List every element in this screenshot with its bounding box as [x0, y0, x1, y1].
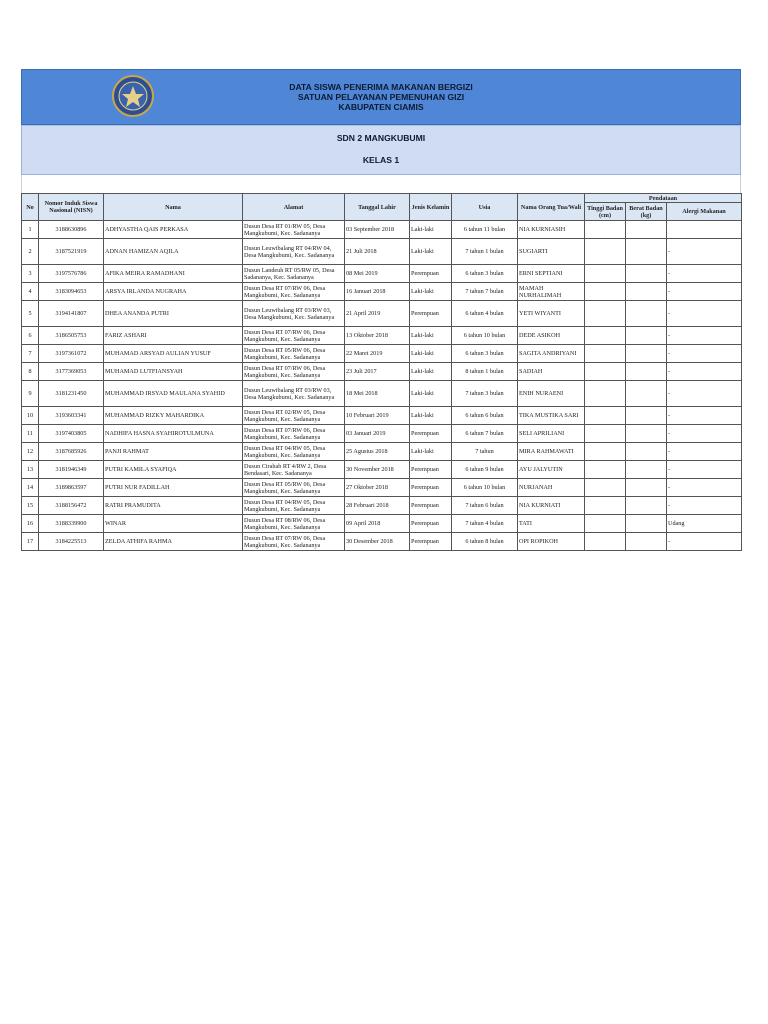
- cell-alamat: Dusun Desa RT 07/RW 06, Desa Mangkubumi, Kec. Sadananya: [243, 363, 345, 381]
- cell-tinggi: [585, 221, 626, 239]
- title-line-3: KABUPATEN CIAMIS: [338, 102, 424, 112]
- cell-jenis-kelamin: Perempuan: [410, 497, 452, 515]
- cell-no: 6: [22, 327, 39, 345]
- cell-usia: 6 tahun 10 bulan: [452, 327, 518, 345]
- cell-tanggal-lahir: 03 Januari 2019: [345, 425, 410, 443]
- cell-alamat: Dusun Desa RT 07/RW 06, Desa Mangkubumi, Kec. Sadananya: [243, 425, 345, 443]
- cell-jenis-kelamin: Laki-laki: [410, 283, 452, 301]
- cell-orang-tua: DEDE ASIKOH: [518, 327, 585, 345]
- table-row: [22, 327, 742, 345]
- cell-tinggi: [585, 515, 626, 533]
- cell-alamat: Dusun Leuwibalang RT 04/RW 04, Desa Mangkubumi, Kec. Sadananya: [243, 239, 345, 265]
- cell-no: 9: [22, 381, 39, 407]
- cell-alergi: -: [667, 363, 742, 381]
- cell-jenis-kelamin: Laki-laki: [410, 407, 452, 425]
- cell-jenis-kelamin: Laki-laki: [410, 443, 452, 461]
- cell-nama: MUHAMMAD RIZKY MAHARDIKA: [104, 407, 243, 425]
- cell-orang-tua: SUGIARTI: [518, 239, 585, 265]
- cell-nisn: 3181231450: [39, 381, 104, 407]
- col-tinggi: Tinggi Badan (cm): [585, 203, 626, 221]
- cell-no: 12: [22, 443, 39, 461]
- cell-alergi: -: [667, 497, 742, 515]
- cell-orang-tua: NIA KURNIASIH: [518, 221, 585, 239]
- cell-nama: ADHYASTHA QAIS PERKASA: [104, 221, 243, 239]
- cell-nisn: 3193603341: [39, 407, 104, 425]
- cell-tinggi: [585, 239, 626, 265]
- cell-nisn: 3188339900: [39, 515, 104, 533]
- cell-jenis-kelamin: Laki-laki: [410, 363, 452, 381]
- cell-tinggi: [585, 497, 626, 515]
- cell-no: 13: [22, 461, 39, 479]
- cell-tanggal-lahir: 22 Maret 2019: [345, 345, 410, 363]
- cell-usia: 6 tahun 11 bulan: [452, 221, 518, 239]
- cell-orang-tua: TATI: [518, 515, 585, 533]
- cell-nisn: 3188630896: [39, 221, 104, 239]
- table-row: [22, 301, 742, 327]
- cell-usia: 7 tahun: [452, 443, 518, 461]
- col-berat: Berat Badan (kg): [626, 203, 667, 221]
- table-row: [22, 533, 742, 551]
- cell-usia: 7 tahun 4 bulan: [452, 515, 518, 533]
- cell-alergi: Udang: [667, 515, 742, 533]
- cell-tinggi: [585, 283, 626, 301]
- cell-nama: ZELDA ATHIFA RAHMA: [104, 533, 243, 551]
- cell-no: 16: [22, 515, 39, 533]
- cell-tinggi: [585, 443, 626, 461]
- col-jenis-kelamin: Jenis Kelamin: [410, 194, 452, 221]
- col-tanggal-lahir: Tanggal Lahir: [345, 194, 410, 221]
- cell-usia: 7 tahun 3 bulan: [452, 381, 518, 407]
- cell-alamat: Dusun Leuwibalang RT 03/RW 03, Desa Mangkubumi, Kec. Sadananya: [243, 381, 345, 407]
- cell-nama: MUHAMMAD IRSYAD MAULANA SYAHID: [104, 381, 243, 407]
- cell-usia: 7 tahun 6 bulan: [452, 497, 518, 515]
- cell-no: 8: [22, 363, 39, 381]
- cell-tanggal-lahir: 16 Januari 2018: [345, 283, 410, 301]
- title-line-1: DATA SISWA PENERIMA MAKANAN BERGIZI: [289, 82, 473, 92]
- cell-no: 17: [22, 533, 39, 551]
- cell-no: 7: [22, 345, 39, 363]
- cell-jenis-kelamin: Perempuan: [410, 301, 452, 327]
- cell-berat: [626, 479, 667, 497]
- cell-jenis-kelamin: Perempuan: [410, 515, 452, 533]
- cell-no: 2: [22, 239, 39, 265]
- cell-tinggi: [585, 301, 626, 327]
- cell-alamat: Dusun Cirahab RT 4/RW 2, Desa Bendasari, Kec. Sadananya: [243, 461, 345, 479]
- cell-nisn: 3183094653: [39, 283, 104, 301]
- school-name: SDN 2 MANGKUBUMI: [21, 125, 741, 150]
- table-row: [22, 363, 742, 381]
- table-row: [22, 239, 742, 265]
- cell-alergi: -: [667, 327, 742, 345]
- cell-alergi: [667, 221, 742, 239]
- col-pendataan: Pendataan: [585, 194, 742, 203]
- cell-alamat: Dusun Desa RT 04/RW 05, Desa Mangkubumi, Kec. Sadananya: [243, 443, 345, 461]
- cell-jenis-kelamin: Perempuan: [410, 425, 452, 443]
- cell-nama: RATRI PRAMUDITA: [104, 497, 243, 515]
- cell-alergi: -: [667, 301, 742, 327]
- cell-berat: [626, 363, 667, 381]
- cell-nisn: 3197576786: [39, 265, 104, 283]
- cell-berat: [626, 265, 667, 283]
- cell-tanggal-lahir: 09 April 2018: [345, 515, 410, 533]
- cell-alamat: Dusun Desa RT 05/RW 06, Desa Mangkubumi, Kec. Sadananya: [243, 479, 345, 497]
- cell-orang-tua: ENIH NURAENI: [518, 381, 585, 407]
- cell-tinggi: [585, 345, 626, 363]
- cell-jenis-kelamin: Laki-laki: [410, 381, 452, 407]
- cell-orang-tua: NURJANAH: [518, 479, 585, 497]
- cell-usia: 6 tahun 7 bulan: [452, 425, 518, 443]
- col-alamat: Alamat: [243, 194, 345, 221]
- cell-nisn: 3197361072: [39, 345, 104, 363]
- cell-alergi: -: [667, 533, 742, 551]
- cell-berat: [626, 533, 667, 551]
- cell-alamat: Dusun Desa RT 01/RW 05, Desa Mangkubumi, Kec. Sadananya: [243, 221, 345, 239]
- cell-usia: 6 tahun 4 bulan: [452, 301, 518, 327]
- col-no: No: [22, 194, 39, 221]
- cell-nama: PUTRI NUR FADILLAH: [104, 479, 243, 497]
- cell-tanggal-lahir: 30 November 2018: [345, 461, 410, 479]
- cell-alergi: -: [667, 425, 742, 443]
- cell-berat: [626, 515, 667, 533]
- cell-usia: 7 tahun 7 bulan: [452, 283, 518, 301]
- cell-usia: 8 tahun 1 bulan: [452, 363, 518, 381]
- table-row: [22, 345, 742, 363]
- cell-alergi: -: [667, 239, 742, 265]
- document-sheet: [21, 69, 741, 551]
- header-title: [22, 82, 740, 112]
- cell-nama: ADNAN HAMIZAN AQILA: [104, 239, 243, 265]
- table-row: [22, 515, 742, 533]
- cell-nisn: 3188156472: [39, 497, 104, 515]
- cell-tanggal-lahir: 23 Juli 2017: [345, 363, 410, 381]
- cell-nisn: 3187521919: [39, 239, 104, 265]
- cell-jenis-kelamin: Perempuan: [410, 461, 452, 479]
- cell-jenis-kelamin: Perempuan: [410, 479, 452, 497]
- cell-nama: MUHAMAD ARSYAD AULIAN YUSUF: [104, 345, 243, 363]
- cell-tanggal-lahir: 30 Desember 2018: [345, 533, 410, 551]
- cell-jenis-kelamin: Laki-laki: [410, 327, 452, 345]
- table-row: [22, 221, 742, 239]
- cell-orang-tua: SAGITA ANDRIYANI: [518, 345, 585, 363]
- cell-alergi: -: [667, 443, 742, 461]
- cell-tanggal-lahir: 10 Februari 2019: [345, 407, 410, 425]
- cell-nisn: 3187685926: [39, 443, 104, 461]
- class-name: KELAS 1: [21, 150, 741, 175]
- cell-alergi: -: [667, 265, 742, 283]
- cell-berat: [626, 221, 667, 239]
- cell-tanggal-lahir: 28 Februari 2018: [345, 497, 410, 515]
- cell-nisn: 3177369053: [39, 363, 104, 381]
- cell-orang-tua: YETI WIYANTI: [518, 301, 585, 327]
- cell-jenis-kelamin: Perempuan: [410, 265, 452, 283]
- cell-jenis-kelamin: Laki-laki: [410, 239, 452, 265]
- cell-tanggal-lahir: 27 Oktober 2018: [345, 479, 410, 497]
- cell-jenis-kelamin: Laki-laki: [410, 345, 452, 363]
- cell-tanggal-lahir: 03 September 2018: [345, 221, 410, 239]
- table-row: [22, 479, 742, 497]
- cell-tinggi: [585, 407, 626, 425]
- cell-nisn: 3189863597: [39, 479, 104, 497]
- cell-nama: WINAR: [104, 515, 243, 533]
- cell-usia: 6 tahun 8 bulan: [452, 533, 518, 551]
- cell-alergi: -: [667, 381, 742, 407]
- cell-alergi: -: [667, 345, 742, 363]
- cell-nisn: 3194141807: [39, 301, 104, 327]
- cell-usia: 6 tahun 3 bulan: [452, 265, 518, 283]
- cell-usia: 6 tahun 6 bulan: [452, 407, 518, 425]
- col-orang-tua: Nama Orang Tua/Wali: [518, 194, 585, 221]
- cell-alamat: Dusun Desa RT 07/RW 06, Desa Mangkubumi, Kec. Sadananya: [243, 283, 345, 301]
- cell-tinggi: [585, 327, 626, 345]
- cell-orang-tua: SELI APRILIANI: [518, 425, 585, 443]
- table-row: [22, 497, 742, 515]
- cell-alergi: -: [667, 479, 742, 497]
- table-row: [22, 425, 742, 443]
- cell-berat: [626, 239, 667, 265]
- cell-no: 4: [22, 283, 39, 301]
- cell-nama: PANJI RAHMAT: [104, 443, 243, 461]
- table-row: [22, 265, 742, 283]
- cell-alergi: -: [667, 283, 742, 301]
- cell-nisn: 3181946349: [39, 461, 104, 479]
- cell-jenis-kelamin: Perempuan: [410, 533, 452, 551]
- spacer: [21, 175, 741, 193]
- cell-nama: AFIKA MEIRA RAMADHANI: [104, 265, 243, 283]
- cell-alergi: -: [667, 407, 742, 425]
- cell-usia: 6 tahun 3 bulan: [452, 345, 518, 363]
- cell-tanggal-lahir: 21 Juli 2018: [345, 239, 410, 265]
- cell-no: 5: [22, 301, 39, 327]
- title-line-2: SATUAN PELAYANAN PEMENUHAN GIZI: [297, 92, 465, 102]
- cell-orang-tua: MIRA RAHMAWATI: [518, 443, 585, 461]
- cell-berat: [626, 443, 667, 461]
- cell-berat: [626, 497, 667, 515]
- cell-alamat: Dusun Desa RT 02/RW 05, Desa Mangkubumi, Kec. Sadananya: [243, 407, 345, 425]
- cell-berat: [626, 381, 667, 407]
- cell-no: 15: [22, 497, 39, 515]
- cell-tinggi: [585, 363, 626, 381]
- cell-tinggi: [585, 479, 626, 497]
- cell-no: 10: [22, 407, 39, 425]
- cell-berat: [626, 407, 667, 425]
- cell-orang-tua: AYU JALYUTIN: [518, 461, 585, 479]
- cell-jenis-kelamin: Laki-laki: [410, 221, 452, 239]
- cell-alamat: Dusun Landeuh RT 05/RW 05, Desa Sadananya, Kec. Sadananya: [243, 265, 345, 283]
- cell-orang-tua: NIA KURNIATI: [518, 497, 585, 515]
- cell-no: 1: [22, 221, 39, 239]
- cell-nisn: 3186505753: [39, 327, 104, 345]
- cell-nisn: 3197403805: [39, 425, 104, 443]
- cell-nama: ARSYA IRLANDA NUGRAHA: [104, 283, 243, 301]
- cell-orang-tua: MAMAH NURHALIMAH: [518, 283, 585, 301]
- cell-nama: DHEA ANANDA PUTRI: [104, 301, 243, 327]
- cell-tinggi: [585, 533, 626, 551]
- cell-nama: FARIZ ASHARI: [104, 327, 243, 345]
- cell-no: 3: [22, 265, 39, 283]
- cell-tinggi: [585, 381, 626, 407]
- table-row: [22, 283, 742, 301]
- cell-no: 14: [22, 479, 39, 497]
- cell-alamat: Dusun Desa RT 07/RW 06, Desa Mangkubumi, Kec. Sadananya: [243, 327, 345, 345]
- header-banner: [21, 69, 741, 125]
- cell-no: 11: [22, 425, 39, 443]
- cell-usia: 6 tahun 9 bulan: [452, 461, 518, 479]
- cell-berat: [626, 283, 667, 301]
- cell-tanggal-lahir: 08 Mei 2019: [345, 265, 410, 283]
- cell-nama: PUTRI KAMILA SYAFIQA: [104, 461, 243, 479]
- cell-alamat: Dusun Desa RT 07/RW 06, Desa Mangkubumi, Kec. Sadananya: [243, 533, 345, 551]
- cell-alamat: Dusun Desa RT 08/RW 06, Desa Mangkubumi, Kec. Sadananya: [243, 515, 345, 533]
- cell-nama: MUHAMAD LUTFIANSYAH: [104, 363, 243, 381]
- cell-berat: [626, 461, 667, 479]
- cell-tinggi: [585, 425, 626, 443]
- col-nisn: Nomor Induk Siswa Nasional (NISN): [39, 194, 104, 221]
- cell-tanggal-lahir: 21 April 2019: [345, 301, 410, 327]
- cell-tinggi: [585, 265, 626, 283]
- cell-orang-tua: OPI ROPIKOH: [518, 533, 585, 551]
- table-body: [22, 221, 742, 551]
- cell-nama: NADHIFA HASNA SYAHIROTULMUNA: [104, 425, 243, 443]
- cell-alamat: Dusun Leuwibalang RT 03/RW 03, Desa Mangkubumi, Kec. Sadananya: [243, 301, 345, 327]
- cell-usia: 6 tahun 10 bulan: [452, 479, 518, 497]
- table-row: [22, 461, 742, 479]
- cell-alergi: -: [667, 461, 742, 479]
- cell-berat: [626, 345, 667, 363]
- col-usia: Usia: [452, 194, 518, 221]
- table-row: [22, 407, 742, 425]
- cell-tanggal-lahir: 25 Agustus 2018: [345, 443, 410, 461]
- cell-alamat: Dusun Desa RT 04/RW 05, Desa Mangkubumi, Kec. Sadananya: [243, 497, 345, 515]
- cell-usia: 7 tahun 1 bulan: [452, 239, 518, 265]
- cell-berat: [626, 301, 667, 327]
- cell-tinggi: [585, 461, 626, 479]
- cell-alamat: Dusun Desa RT 05/RW 06, Desa Mangkubumi, Kec. Sadananya: [243, 345, 345, 363]
- col-alergi: Alergi Makanan: [667, 203, 742, 221]
- cell-tanggal-lahir: 18 Mei 2018: [345, 381, 410, 407]
- col-nama: Nama: [104, 194, 243, 221]
- cell-orang-tua: SADIAH: [518, 363, 585, 381]
- cell-orang-tua: TIKA MUSTIKA SARI: [518, 407, 585, 425]
- student-table: [21, 193, 742, 551]
- table-row: [22, 381, 742, 407]
- table-row: [22, 443, 742, 461]
- cell-nisn: 3184225513: [39, 533, 104, 551]
- cell-orang-tua: ERNI SEPTIANI: [518, 265, 585, 283]
- cell-berat: [626, 425, 667, 443]
- cell-berat: [626, 327, 667, 345]
- cell-tanggal-lahir: 13 Oktober 2018: [345, 327, 410, 345]
